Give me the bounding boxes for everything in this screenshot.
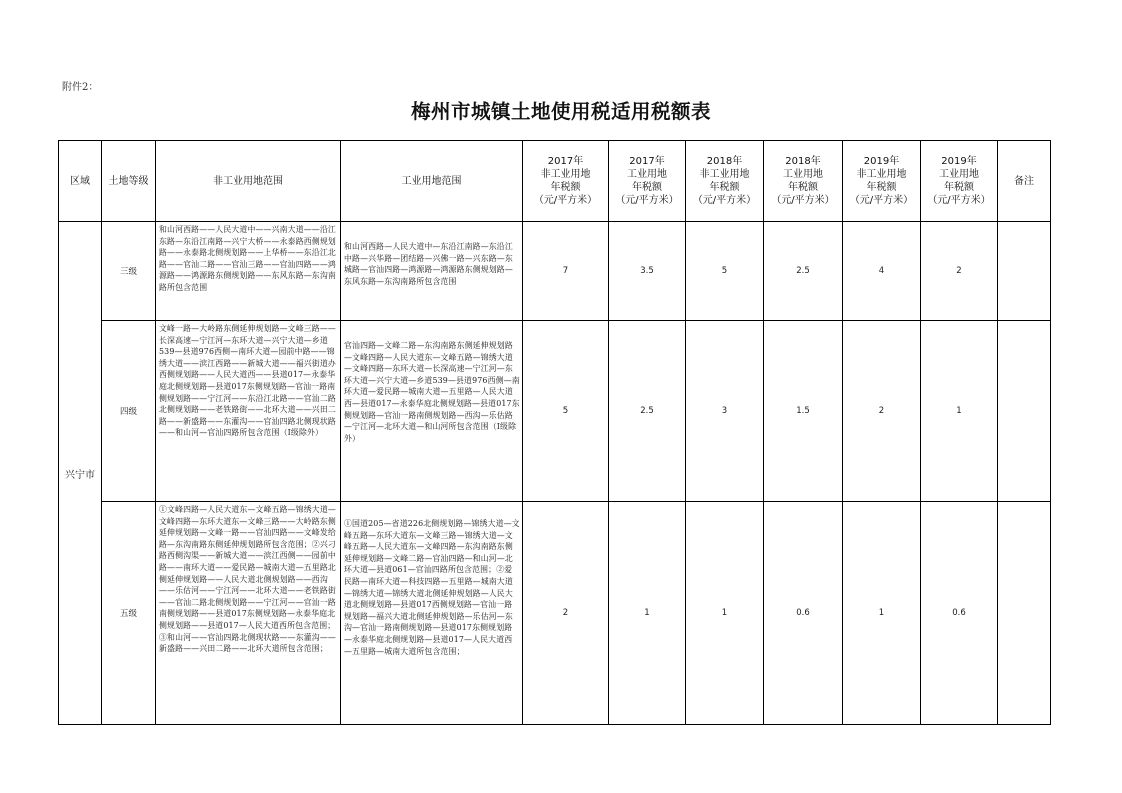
tax-2017-industrial: 1	[609, 502, 686, 725]
attachment-label: 附件2：	[62, 82, 99, 93]
table-header-row	[59, 141, 1051, 222]
header-2018-industrial: 2018年 工业用地 年税额 （元/平方米）	[764, 141, 843, 222]
region-cell: 兴宁市	[59, 222, 102, 725]
tax-2019-non-industrial: 4	[843, 222, 921, 321]
tax-2017-industrial: 2.5	[609, 321, 686, 502]
header-2017-industrial: 2017年 工业用地 年税额 （元/平方米）	[609, 141, 686, 222]
page-title: 梅州市城镇土地使用税适用税额表	[410, 100, 711, 123]
header-2017-non-industrial: 2017年 非工业用地 年税额 （元/平方米）	[523, 141, 609, 222]
tax-2018-industrial: 0.6	[764, 502, 843, 725]
tax-2019-industrial: 2	[921, 222, 998, 321]
tax-2017-non-industrial: 5	[523, 321, 609, 502]
table-row	[59, 502, 1051, 725]
remark-cell	[998, 502, 1051, 725]
header-region: 区域	[59, 141, 102, 222]
industrial-range-text: 和山河西路—人民大道中—东沿江南路—东沿江中路—兴华路—团结路—兴佛一路—兴东路—东城路—官汕四路—鸿源路—鸿源路东侧规划路—东风东路—东沟南路所包含范围	[344, 242, 513, 286]
header-2019-industrial: 2019年 工业用地 年税额 （元/平方米）	[921, 141, 998, 222]
land-grade-cell: 三级	[102, 222, 156, 321]
non-industrial-range-text: 和山河西路——人民大道中——兴南大道——沿江东路—东沿江南路—兴宁大桥——永泰路西侧规划路——永泰路北侧规划路——上华桥——东沿江北路——官汕二路——官汕三路——官汕四路——鸿源路——鸿源路东侧规划路——东风东路—东沟南路所包含范围	[159, 225, 336, 292]
non-industrial-range-text: ①文峰四路—人民大道东—文峰五路—锦绣大道—文峰四路—东环大道东—文峰三路——大岭路东侧延伸规划路—文峰一路——官汕四路——文峰发给路—东沟南路东侧延伸规划路所包含范围；②兴刁路西侧沟渠——新城大道——滨江西侧——园前中路——南环大道——爱民路—城南大道—五里路北侧延伸规划路——人民大道北侧规划路——西沟——乐估河——宁江河——北环大道——老铁路街——官汕二路北侧规划路——宁江河——官汕一路南侧规划路——县道017东侧规划路—永泰华庭北侧规划路——县道017—人民大道西所包含范围；③和山河——官汕四路北侧现状路——东灌沟——新盛路——兴田二路——北环大道所包含范围；	[159, 505, 336, 654]
non-industrial-range-cell	[156, 502, 341, 725]
land-grade-cell: 五级	[102, 502, 156, 725]
industrial-range-text: ①国道205—省道226北侧规划路—锦绣大道—文峰五路—东环大道东—文峰三路—锦绣大道—文峰五路—人民大道东—文峰四路—东沟南路东侧延伸规划路—文峰二路—官汕四路—和山河—北环大道—县道061—官汕四路所包含范围；②爱民路—南环大道—科技四路—五里路—城南大道—锦绣大道—锦绣大道北侧延伸规划路—人民大道北侧规划路—县道017西侧规划路—官汕一路规划路—福兴大道北侧延伸规划路—乐估河—东沟—官汕一路南侧规划路—县道017东侧规划路—永泰华庭北侧规划路—县道017—人民大道西—五里路—城南大道所包含范围；	[344, 519, 520, 656]
tax-2018-non-industrial: 1	[686, 502, 764, 725]
tax-2019-non-industrial: 2	[843, 321, 921, 502]
tax-2018-non-industrial: 3	[686, 321, 764, 502]
tax-2017-industrial: 3.5	[609, 222, 686, 321]
non-industrial-range-cell	[156, 321, 341, 502]
remark-cell	[998, 321, 1051, 502]
land-grade-cell: 四级	[102, 321, 156, 502]
tax-2019-industrial: 0.6	[921, 502, 998, 725]
header-2019-non-industrial: 2019年 非工业用地 年税额 （元/平方米）	[843, 141, 921, 222]
header-remarks: 备注	[998, 141, 1051, 222]
header-industrial-range: 工业用地范围	[341, 141, 523, 222]
tax-2019-industrial: 1	[921, 321, 998, 502]
tax-2017-non-industrial: 2	[523, 502, 609, 725]
tax-2018-non-industrial: 5	[686, 222, 764, 321]
industrial-range-cell	[341, 502, 523, 725]
tax-2019-non-industrial: 1	[843, 502, 921, 725]
non-industrial-range-text: 文峰一路—大岭路东侧延伸规划路—文峰三路——长深高速—宁江河—东环大道—兴宁大道—乡道539—县道976西侧—南环大道—园前中路——锦绣大道——滨江西路——新城大道——福兴街道办西侧规划路——人民大道西——县道017—永泰华庭北侧规划路—县道017东侧规划路—官汕一路南侧规划路——宁江河——东沿江北路——官汕二路北侧规划路——老铁路街——北环大道——兴田二路——新盛路——东灌沟——官汕四路北侧现状路——和山河—官汕四路所包含范围（Ⅰ级除外）	[159, 324, 336, 438]
industrial-range-cell	[341, 321, 523, 502]
tax-rate-table	[58, 140, 1051, 725]
non-industrial-range-cell	[156, 222, 341, 321]
tax-2017-non-industrial: 7	[523, 222, 609, 321]
tax-2018-industrial: 1.5	[764, 321, 843, 502]
industrial-range-text: 官汕四路—文峰二路—东沟南路东侧延伸规划路—文峰四路—人民大道东—文峰五路—锦绣大道—文峰四路—东环大道—长深高速—宁江河—东环大道—兴宁大道—乡道539—县道976西侧—南环大道—爱民路—城南大道—五里路—人民大道西—县道017—永泰华庭北侧规划路—县道017东侧规划路—官汕一路南侧规划路—西沟—乐估路—宁江河—北环大道—和山河所包含范围（Ⅰ级除外）	[344, 341, 520, 443]
table-row	[59, 321, 1051, 502]
header-2018-non-industrial: 2018年 非工业用地 年税额 （元/平方米）	[686, 141, 764, 222]
industrial-range-cell	[341, 222, 523, 321]
header-non-industrial-range: 非工业用地范围	[156, 141, 341, 222]
header-land-grade: 土地等级	[102, 141, 156, 222]
remark-cell	[998, 222, 1051, 321]
table-row	[59, 222, 1051, 321]
tax-2018-industrial: 2.5	[764, 222, 843, 321]
